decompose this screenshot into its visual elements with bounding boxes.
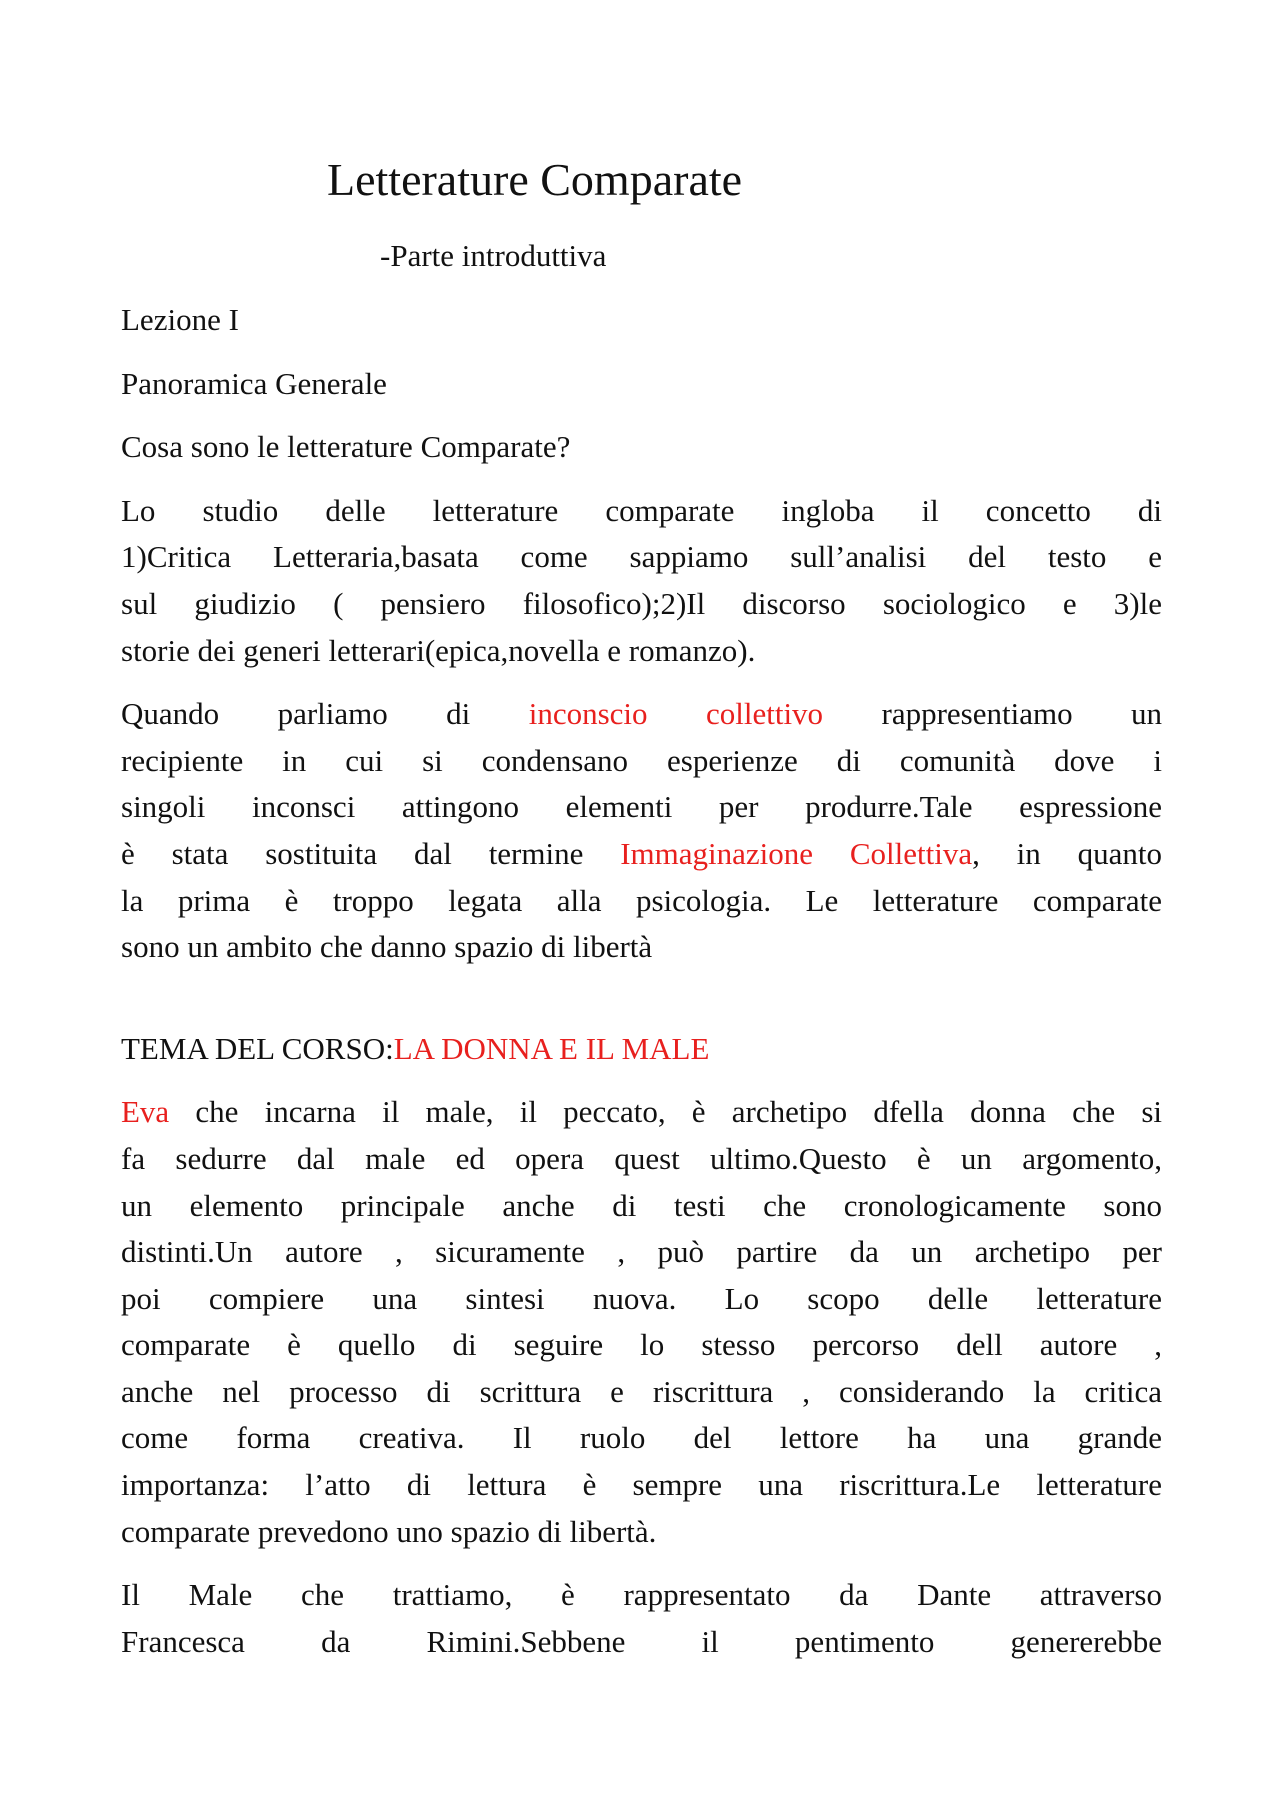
paragraph-line: [121, 831, 1162, 878]
document-title: Letterature Comparate: [327, 154, 743, 205]
paragraph-line: recipiente in cui si condensano esperienze di comunità dove i: [121, 742, 1162, 778]
document-body: [121, 297, 1162, 1665]
highlighted-term: Eva: [121, 1094, 170, 1130]
paragraph-line: 1)Critica Letteraria,basata come sappiamo sull’analisi del testo e: [121, 539, 1162, 575]
paragraph-line: Il Male che trattiamo, è rappresentato da Dante attraverso: [121, 1577, 1162, 1613]
paragraph-line: singoli inconsci attingono elementi per produrre.Tale espressione: [121, 789, 1162, 825]
paragraph-line: comparate prevedono uno spazio di libertà.: [121, 1513, 657, 1549]
paragraph-line: come forma creativa. Il ruolo del lettore ha una grande: [121, 1420, 1162, 1456]
question-heading: Cosa sono le letterature Comparate?: [121, 429, 571, 465]
paragraph-line: distinti.Un autore , sicuramente , può partire da un archetipo per: [121, 1234, 1162, 1270]
course-theme: [121, 1026, 1162, 1073]
paragraph-line: storie dei generi letterari(epica,novella e romanzo).: [121, 632, 756, 668]
paragraph-line: sul giudizio ( pensiero filosofico);2)Il discorso sociologico e 3)le: [121, 585, 1162, 621]
text-fragment: Quando parliamo di: [121, 696, 529, 732]
paragraph-intro: [121, 488, 1162, 674]
course-theme-value: LA DONNA E IL MALE: [393, 1030, 710, 1066]
paragraph-line: importanza: l’atto di lettura è sempre una riscrittura.Le letterature: [121, 1467, 1162, 1503]
paragraph-eva: [121, 1089, 1162, 1555]
document-subtitle: -Parte introduttiva: [380, 238, 607, 273]
highlighted-term: inconscio collettivo: [528, 696, 824, 732]
blank-line: [121, 971, 1162, 1009]
paragraph-line: [121, 691, 1162, 738]
paragraph-line: sono un ambito che danno spazio di libertà: [121, 929, 653, 965]
paragraph-line: un elemento principale anche di testi che cronologicamente sono: [121, 1187, 1162, 1223]
text-fragment: che incarna il male, il peccato, è archetipo dfella donna che si: [169, 1094, 1162, 1130]
highlighted-term: Immaginazione Collettiva: [620, 835, 973, 871]
course-theme-label: TEMA DEL CORSO:: [121, 1030, 394, 1066]
paragraph-collective: [121, 691, 1162, 971]
lesson-label: Lezione I: [121, 302, 239, 337]
paragraph-line: poi compiere una sintesi nuova. Lo scopo delle letterature: [121, 1280, 1162, 1316]
text-fragment: rappresentiamo un: [823, 696, 1163, 732]
text-fragment: è stata sostituita dal termine: [121, 835, 621, 871]
paragraph-line: fa sedurre dal male ed opera quest ultimo.Questo è un argomento,: [121, 1140, 1162, 1176]
paragraph-line: comparate è quello di seguire lo stesso percorso dell autore ,: [121, 1327, 1162, 1363]
paragraph-line: anche nel processo di scrittura e riscrittura , considerando la critica: [121, 1373, 1162, 1409]
paragraph-dante: [121, 1572, 1162, 1665]
paragraph-line: Francesca da Rimini.Sebbene il pentimento genererebbe: [121, 1623, 1162, 1659]
overview-heading: Panoramica Generale: [121, 365, 387, 401]
paragraph-line: Lo studio delle letterature comparate ingloba il concetto di: [121, 492, 1162, 528]
paragraph-line: [121, 1089, 1162, 1136]
paragraph-line: la prima è troppo legata alla psicologia. Le letterature comparate: [121, 882, 1162, 918]
text-fragment: , in quanto: [972, 835, 1162, 871]
